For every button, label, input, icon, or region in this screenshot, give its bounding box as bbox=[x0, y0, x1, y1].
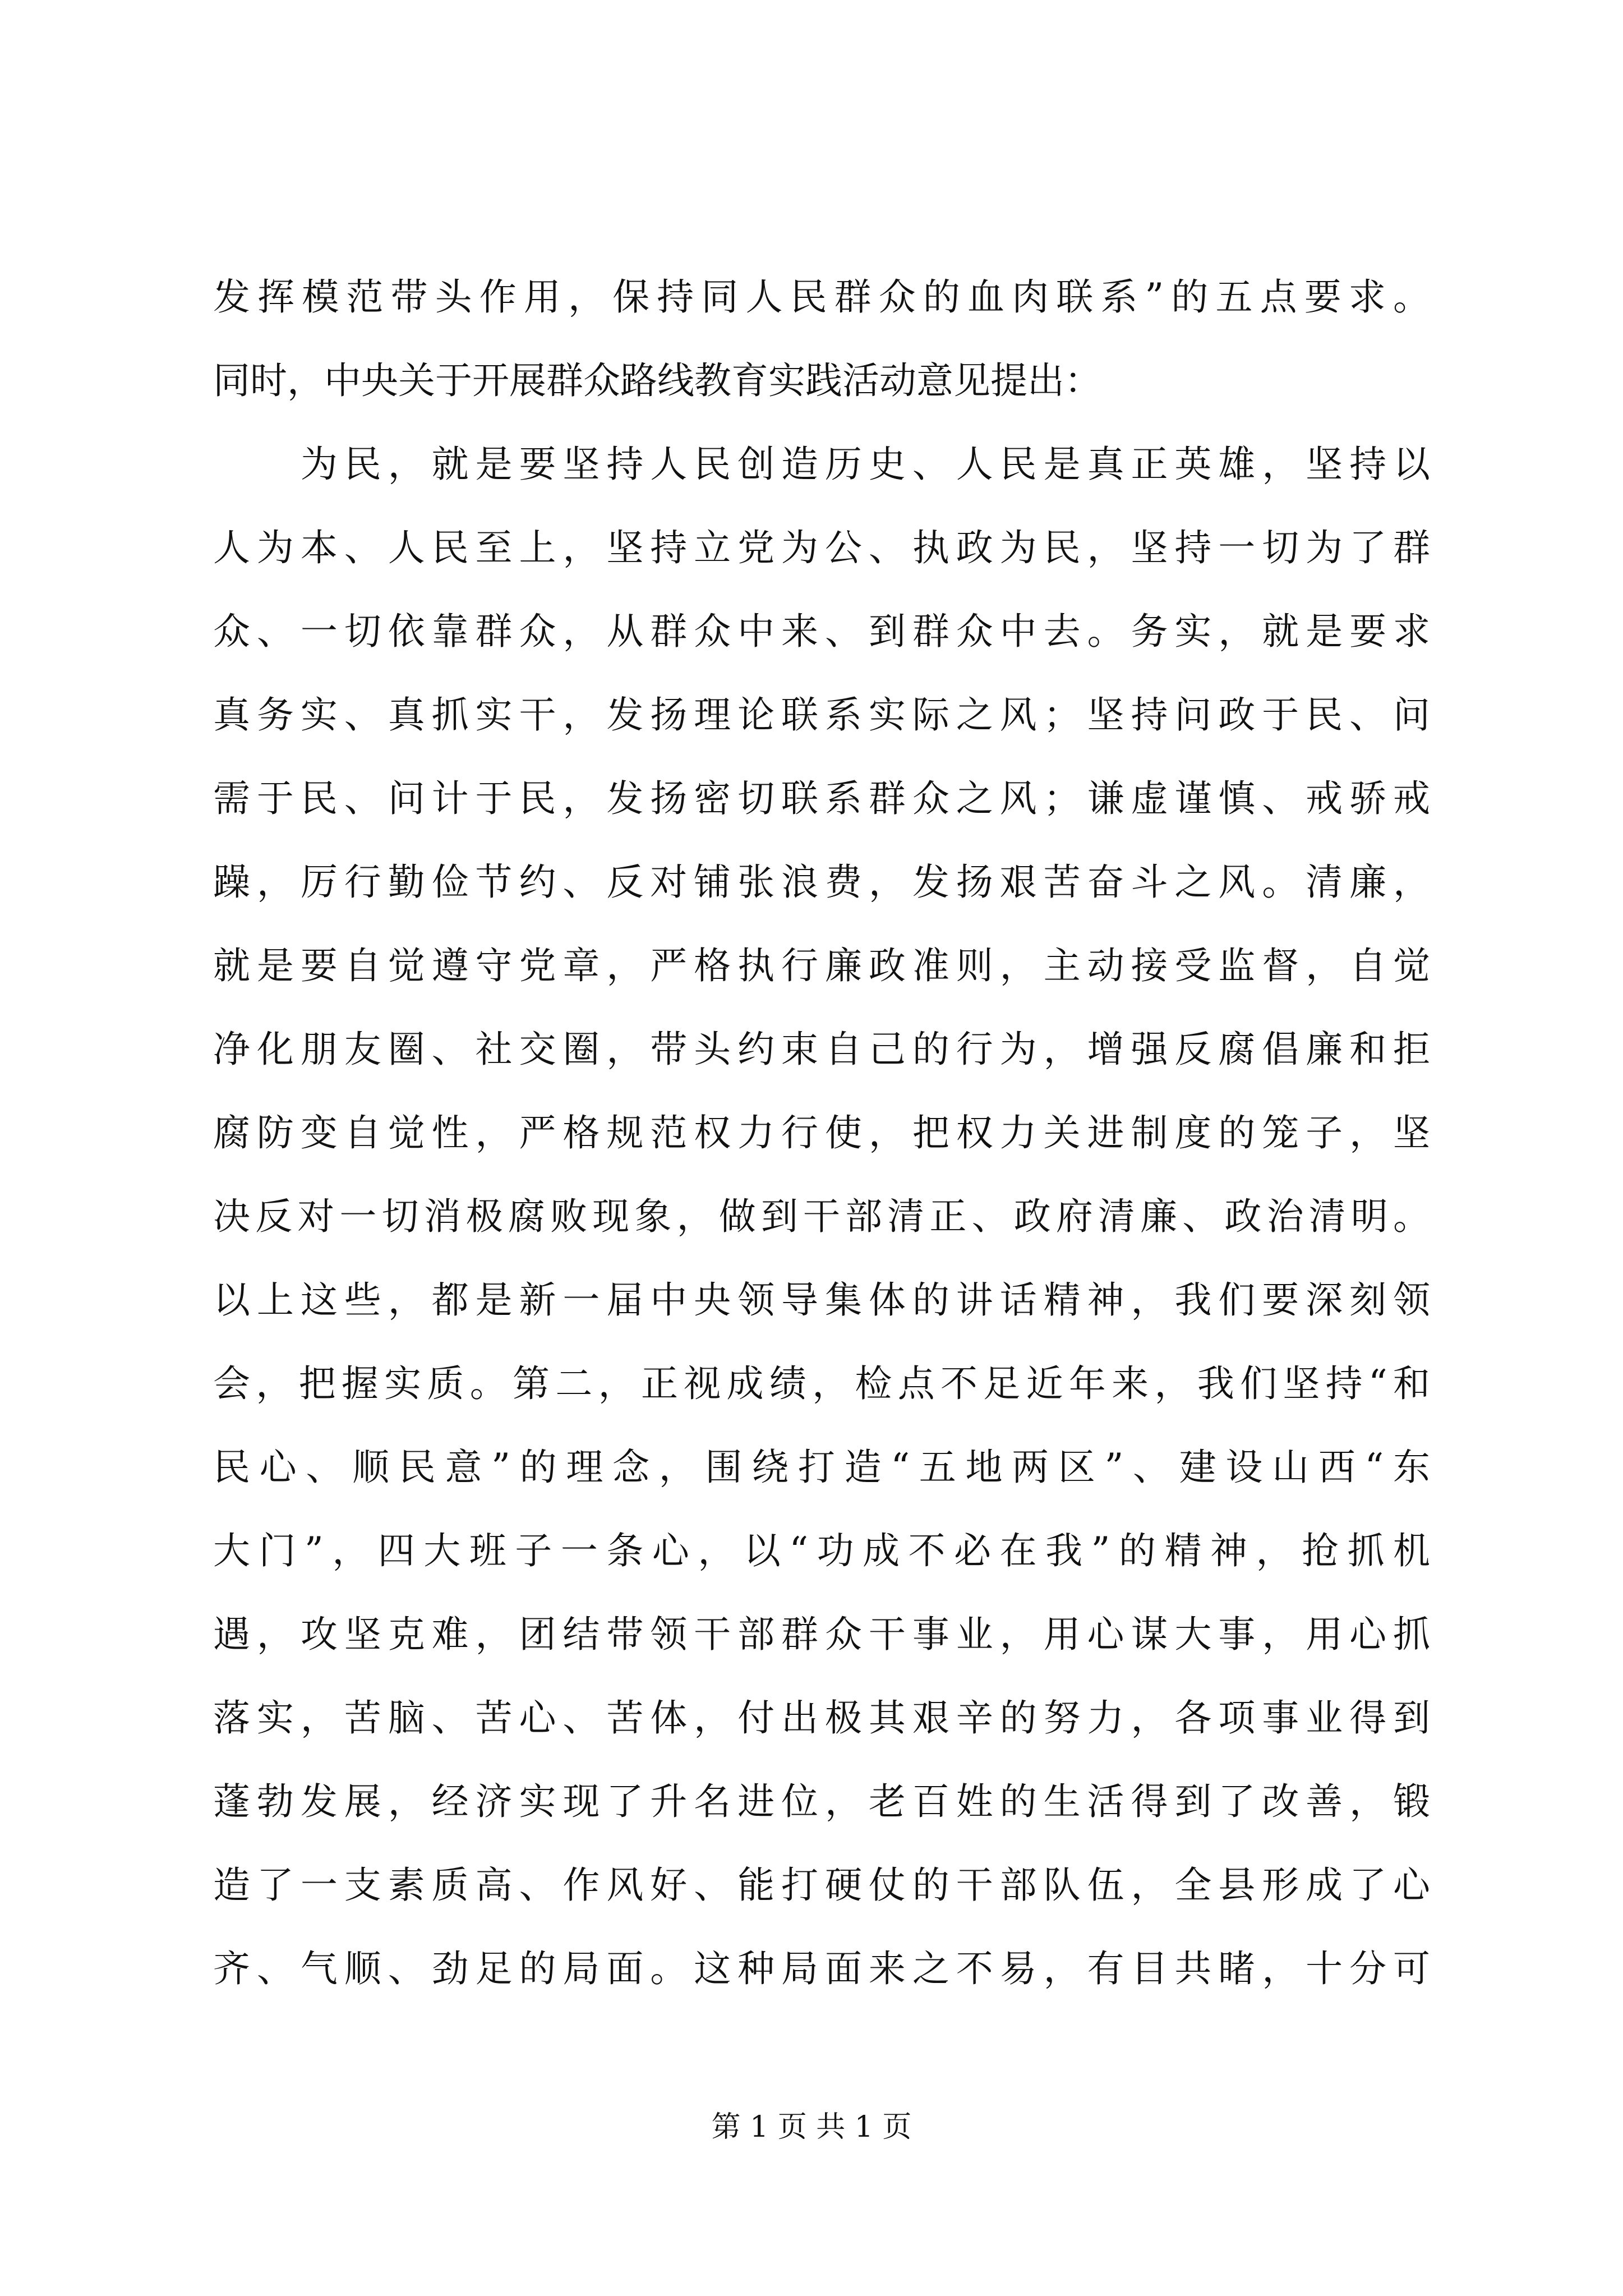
page-footer: 第 1 页 共 1 页 bbox=[711, 2110, 912, 2144]
text-line: 造了一支素质高、作风好、能打硬仗的干部队伍，全县形成了心 bbox=[213, 1864, 1430, 1907]
text-line: 大门”，四大班子一条心，以“功成不必在我”的精神，抢抓机 bbox=[213, 1529, 1430, 1572]
text-line: 为民，就是要坚持人民创造历史、人民是真正英雄，坚持以 bbox=[213, 443, 1430, 486]
text-line: 真务实、真抓实干，发扬理论联系实际之风；坚持问政于民、问 bbox=[213, 693, 1430, 737]
text-line: 会，把握实质。第二，正视成绩，检点不足近年来，我们坚持“和 bbox=[213, 1362, 1430, 1405]
text-line: 落实，苦脑、苦心、苦体，付出极其艰辛的努力，各项事业得到 bbox=[213, 1696, 1430, 1740]
text-line: 决反对一切消极腐败现象，做到干部清正、政府清廉、政治清明。 bbox=[213, 1195, 1430, 1238]
text-line: 同时，中央关于开展群众路线教育实践活动意见提出： bbox=[213, 359, 1101, 402]
text-line: 净化朋友圈、社交圈，带头约束自己的行为，增强反腐倡廉和拒 bbox=[213, 1028, 1430, 1071]
text-line: 人为本、人民至上，坚持立党为公、执政为民，坚持一切为了群 bbox=[213, 526, 1430, 569]
text-line: 齐、气顺、劲足的局面。这种局面来之不易，有目共睹，十分可 bbox=[213, 1947, 1430, 1990]
text-line: 发挥模范带头作用，保持同人民群众的血肉联系”的五点要求。 bbox=[213, 275, 1430, 319]
text-line: 以上这些，都是新一届中央领导集体的讲话精神，我们要深刻领 bbox=[213, 1278, 1430, 1322]
text-line: 腐防变自觉性，严格规范权力行使，把权力关进制度的笼子，坚 bbox=[213, 1111, 1430, 1154]
text-line: 遇，攻坚克难，团结带领干部群众干事业，用心谋大事，用心抓 bbox=[213, 1613, 1430, 1656]
document-body bbox=[213, 255, 1430, 2010]
text-line: 众、一切依靠群众，从群众中来、到群众中去。务实，就是要求 bbox=[213, 610, 1430, 653]
text-line: 民心、顺民意”的理念，围绕打造“五地两区”、建设山西“东 bbox=[213, 1446, 1430, 1489]
text-line: 需于民、问计于民，发扬密切联系群众之风；谦虚谨慎、戒骄戒 bbox=[213, 777, 1430, 820]
text-line: 蓬勃发展，经济实现了升名进位，老百姓的生活得到了改善，锻 bbox=[213, 1780, 1430, 1823]
text-line: 躁，厉行勤俭节约、反对铺张浪费，发扬艰苦奋斗之风。清廉， bbox=[213, 861, 1430, 904]
text-line: 就是要自觉遵守党章，严格执行廉政准则，主动接受监督，自觉 bbox=[213, 944, 1430, 987]
